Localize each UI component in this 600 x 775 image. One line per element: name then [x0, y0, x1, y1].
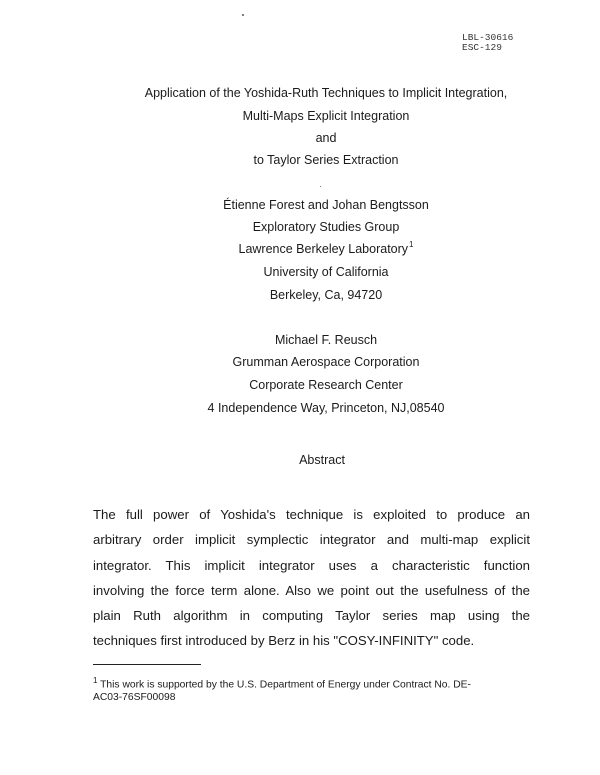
abstract-line: plain Ruth algorithm in computing Taylor series map using the	[93, 608, 530, 623]
abstract-line: integrator. This implicit integrator uses a characteristic function	[93, 558, 530, 573]
title-line: and	[315, 131, 337, 145]
affiliation-address: Berkeley, Ca, 94720	[269, 288, 383, 302]
report-number-line: LBL-30616	[462, 32, 514, 43]
footnote-text: This work is supported by the U.S. Department of Energy under Contract No. DE-	[97, 679, 471, 691]
title-line: Application of the Yoshida-Ruth Techniques to Implicit Integration,	[144, 86, 508, 100]
affiliation-address-2: 4 Independence Way, Princeton, NJ,08540	[207, 401, 445, 415]
report-number-line: ESC-129	[462, 42, 502, 53]
scan-speck	[242, 14, 244, 16]
title-line: to Taylor Series Extraction	[253, 153, 399, 167]
title-line: Multi-Maps Explicit Integration	[242, 109, 410, 123]
footnote-line	[93, 675, 471, 691]
abstract-line: techniques first introduced by Berz in his "COSY-INFINITY" code.	[93, 633, 475, 648]
scan-speck	[320, 186, 321, 187]
affiliation-group: Exploratory Studies Group	[252, 220, 400, 234]
affiliation-lab-name: Lawrence Berkeley Laboratory	[238, 242, 409, 256]
footnote-marker: 1	[93, 676, 98, 685]
footnote-line: AC03-76SF00098	[93, 692, 176, 703]
author-names: Étienne Forest and Johan Bengtsson	[223, 198, 429, 212]
abstract-heading: Abstract	[299, 453, 345, 467]
affiliation-company: Grumman Aerospace Corporation	[232, 355, 420, 369]
footnote-rule	[93, 664, 201, 665]
affiliation-center: Corporate Research Center	[249, 378, 403, 392]
author-name-2: Michael F. Reusch	[274, 333, 378, 347]
abstract-line: involving the force term alone. Also we point out the usefulness of the	[93, 583, 530, 598]
abstract-line: The full power of Yoshida's technique is exploited to produce an	[93, 507, 530, 522]
report-number	[462, 33, 513, 53]
affiliation-lab	[0, 242, 600, 256]
affiliation-university: University of California	[263, 265, 389, 279]
footnote-marker: 1	[409, 240, 414, 249]
abstract-line: arbitrary order implicit symplectic integrator and multi-map explicit	[93, 532, 530, 547]
